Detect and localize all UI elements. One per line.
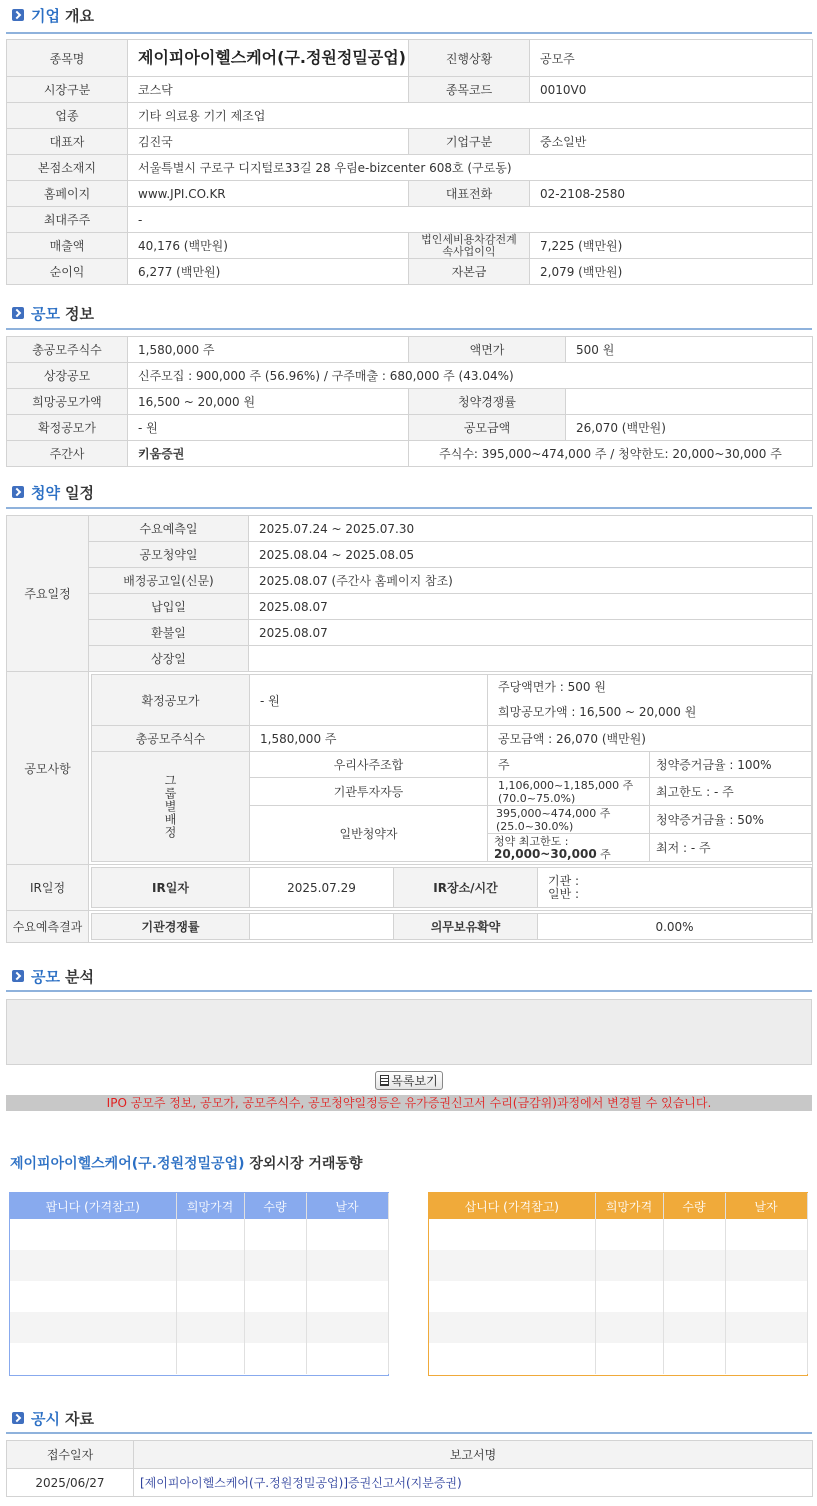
table-row: [10, 1312, 388, 1343]
hope-text: 희망공모가액 : 16,500 ~ 20,000 원: [498, 705, 697, 719]
label-lead: 주간사: [7, 441, 128, 467]
label-subscription: 공모청약일: [89, 542, 249, 568]
ir-cell: [89, 865, 813, 911]
label-total-shares: 총공모주식수: [7, 337, 128, 363]
label-employee: 우리사주조합: [250, 752, 488, 778]
sell-header-price: 희망가격: [176, 1193, 244, 1219]
label-address: 본점소재지: [7, 155, 128, 181]
sell-header-main: 팝니다 (가격참고): [10, 1193, 176, 1219]
section-title-ipo: 공모 정보: [12, 302, 94, 324]
table-row: [7, 1469, 813, 1497]
table-row: [429, 1281, 807, 1312]
label-holder: 최대주주: [7, 207, 128, 233]
table-row: [429, 1219, 807, 1250]
label-competition: 청약경쟁률: [409, 389, 566, 415]
otc-sell-table: [9, 1192, 389, 1376]
employee-value: 주: [488, 752, 650, 778]
otc-company: 제이피아이헬스케어(구.정원정밀공업): [10, 1156, 245, 1172]
allocation-date: 2025.08.07 (주간사 홈페이지 참조): [249, 568, 813, 594]
label-pretax: 법인세비용차감전계속사업이익: [409, 233, 530, 259]
institution-value: 1,106,000~1,185,000 주 (70.0~75.0%): [488, 778, 650, 806]
par-value: 500 원: [566, 337, 813, 363]
homepage-link[interactable]: www.JPI.CO.KR: [128, 181, 409, 207]
ir-inst: 기관 :: [548, 873, 580, 888]
label-status: 진행상황: [409, 40, 530, 77]
par-text: 주당액면가 : 500 원: [498, 680, 606, 694]
disclosure-header-title: 보고서명: [134, 1441, 813, 1469]
section-title-company: 기업 개요: [12, 4, 94, 26]
refund-date: 2025.08.07: [249, 620, 813, 646]
label-demand-forecast: 수요예측일: [89, 516, 249, 542]
disclosure-date: 2025/06/27: [7, 1469, 134, 1497]
industry-value: 기타 의료용 기기 제조업: [128, 103, 813, 129]
demand-cell: [89, 911, 813, 943]
company-overview-table: [6, 39, 812, 285]
label-ceo: 대표자: [7, 129, 128, 155]
otc-title-rest: 장외시장 거래동향: [244, 1156, 363, 1172]
label-offer: 공모사항: [7, 672, 89, 865]
arrow-bullet-icon: [12, 307, 24, 319]
otc-buy-table: [428, 1192, 808, 1376]
list-button[interactable]: [375, 1071, 443, 1090]
lockup-value: 0.00%: [538, 914, 812, 940]
table-row: [10, 1219, 388, 1250]
label-offer-total: 총공모주식수: [92, 726, 250, 752]
ceo-value: 김진국: [128, 129, 409, 155]
schedule-table: [6, 515, 812, 943]
label-main-schedule: 주요일정: [7, 516, 89, 672]
lead-manager: 키움증권: [128, 441, 409, 467]
retail-value: 395,000~474,000 주 (25.0~30.0%): [488, 806, 650, 834]
buy-header-price: 희망가격: [595, 1193, 663, 1219]
label-hope-price: 희망공모가액: [7, 389, 128, 415]
label-ir-place: IR장소/시간: [394, 868, 538, 908]
pretax-value: 7,225 (백만원): [530, 233, 813, 259]
capital-value: 2,079 (백만원): [530, 259, 813, 285]
inst-comp-value: [250, 914, 394, 940]
market-value: 코스닥: [128, 77, 409, 103]
label-lockup: 의무보유확약: [394, 914, 538, 940]
employee-deposit: 청약증거금율 : 100%: [650, 752, 812, 778]
label-offer-fixed: 확정공모가: [92, 675, 250, 726]
label-listing: 상장공모: [7, 363, 128, 389]
offer-price-info: [488, 675, 812, 726]
section-divider: [6, 507, 812, 509]
table-row: [429, 1343, 807, 1374]
label-homepage: 홈페이지: [7, 181, 128, 207]
fixed-price-value: - 원: [128, 415, 409, 441]
company-name: 제이피아이헬스케어(구.정원정밀공업): [128, 40, 409, 77]
otc-title: [10, 1153, 362, 1173]
label-phone: 대표전화: [409, 181, 530, 207]
phone-value: 02-2108-2580: [530, 181, 813, 207]
label-institution: 기관투자자등: [250, 778, 488, 806]
buy-header-qty: 수량: [663, 1193, 725, 1219]
label-demand-result: 수요예측결과: [7, 911, 89, 943]
label-ir-date: IR일자: [92, 868, 250, 908]
label-sales: 매출액: [7, 233, 128, 259]
retail-limit-label: 청약 최고한도 :: [494, 834, 569, 848]
list-button-label: 목록보기: [391, 1074, 438, 1088]
label-group-allocation: 그룹별배정: [92, 752, 250, 862]
section-divider: [6, 32, 812, 34]
label-fixed-price: 확정공모가: [7, 415, 128, 441]
offer-fixed-value: - 원: [250, 675, 488, 726]
label-market: 시장구분: [7, 77, 128, 103]
label-payment: 납입일: [89, 594, 249, 620]
table-row: [10, 1343, 388, 1374]
retail-min: 최저 : - 주: [650, 834, 812, 862]
ipo-info-table: [6, 336, 812, 467]
offer-cell: [89, 672, 813, 865]
hope-price-value: 16,500 ~ 20,000 원: [128, 389, 409, 415]
disclosure-header-date: 접수일자: [7, 1441, 134, 1469]
label-allocation: 배정공고일(신문): [89, 568, 249, 594]
label-inst-comp: 기관경쟁률: [92, 914, 250, 940]
label-amount: 공모금액: [409, 415, 566, 441]
section-divider: [6, 328, 812, 330]
ir-date-value: 2025.07.29: [250, 868, 394, 908]
buy-header-date: 날자: [725, 1193, 807, 1219]
arrow-bullet-icon: [12, 970, 24, 982]
table-row: [10, 1281, 388, 1312]
demand-forecast-date: 2025.07.24 ~ 2025.07.30: [249, 516, 813, 542]
competition-value: [566, 389, 813, 415]
ir-place-value: [538, 868, 812, 908]
address-value: 서울특별시 구로구 디지털로33길 28 우림e-bizcenter 608호 (구로동): [128, 155, 813, 181]
sell-header-date: 날자: [306, 1193, 388, 1219]
label-retail: 일반청약자: [250, 806, 488, 862]
table-row: [10, 1250, 388, 1281]
retail-limit-unit: 주: [600, 847, 611, 861]
label-net: 순이익: [7, 259, 128, 285]
disclosure-link[interactable]: [제이피아이헬스케어(구.정원정밀공업)]증권신고서(지분증권): [140, 1476, 462, 1490]
company-type-value: 중소일반: [530, 129, 813, 155]
section-divider: [6, 1432, 812, 1434]
lead-detail: 주식수: 395,000~474,000 주 / 청약한도: 20,000~30,000 주: [409, 441, 813, 467]
arrow-bullet-icon: [12, 1412, 24, 1424]
label-listing-date: 상장일: [89, 646, 249, 672]
label-refund: 환불일: [89, 620, 249, 646]
status-value: 공모주: [530, 40, 813, 77]
label-ir: IR일정: [7, 865, 89, 911]
sell-header-qty: 수량: [244, 1193, 306, 1219]
listing-value: 신주모집 : 900,000 주 (56.96%) / 구주매출 : 680,000 주 (43.04%): [128, 363, 813, 389]
section-title-disclosure: 공시 자료: [12, 1407, 94, 1429]
retail-deposit: 청약증거금율 : 50%: [650, 806, 812, 834]
listing-date: [249, 646, 813, 672]
label-capital: 자본금: [409, 259, 530, 285]
ir-retail: 일반 :: [548, 886, 580, 901]
payment-date: 2025.08.07: [249, 594, 813, 620]
retail-limit: [488, 834, 650, 862]
label-code: 종목코드: [409, 77, 530, 103]
subscription-date: 2025.08.04 ~ 2025.08.05: [249, 542, 813, 568]
section-title-analysis: 공모 분석: [12, 965, 94, 987]
offer-amount-text: 공모금액 : 26,070 (백만원): [488, 726, 812, 752]
table-row: [429, 1250, 807, 1281]
table-row: [429, 1312, 807, 1343]
label-company-type: 기업구분: [409, 129, 530, 155]
label-industry: 업종: [7, 103, 128, 129]
arrow-bullet-icon: [12, 486, 24, 498]
amount-value: 26,070 (백만원): [566, 415, 813, 441]
code-value: 0010V0: [530, 77, 813, 103]
ipo-notice: IPO 공모주 정보, 공모가, 공모주식수, 공모청약일정등은 유가증권신고서 수리(금감위)과정에서 변경될 수 있습니다.: [6, 1095, 812, 1111]
arrow-bullet-icon: [12, 9, 24, 21]
offer-total-value: 1,580,000 주: [250, 726, 488, 752]
institution-limit: 최고한도 : - 주: [650, 778, 812, 806]
section-title-schedule: 청약 일정: [12, 481, 94, 503]
label-par: 액면가: [409, 337, 566, 363]
section-divider: [6, 990, 812, 992]
buy-header-main: 삽니다 (가격참고): [429, 1193, 595, 1219]
analysis-area: [6, 999, 812, 1065]
sales-value: 40,176 (백만원): [128, 233, 409, 259]
disclosure-table: [6, 1440, 812, 1497]
net-value: 6,277 (백만원): [128, 259, 409, 285]
holder-value: -: [128, 207, 813, 233]
list-icon: [380, 1075, 389, 1086]
disclosure-title-cell: [134, 1469, 813, 1497]
label-name: 종목명: [7, 40, 128, 77]
total-shares-value: 1,580,000 주: [128, 337, 409, 363]
retail-limit-value: 20,000~30,000: [494, 846, 597, 861]
